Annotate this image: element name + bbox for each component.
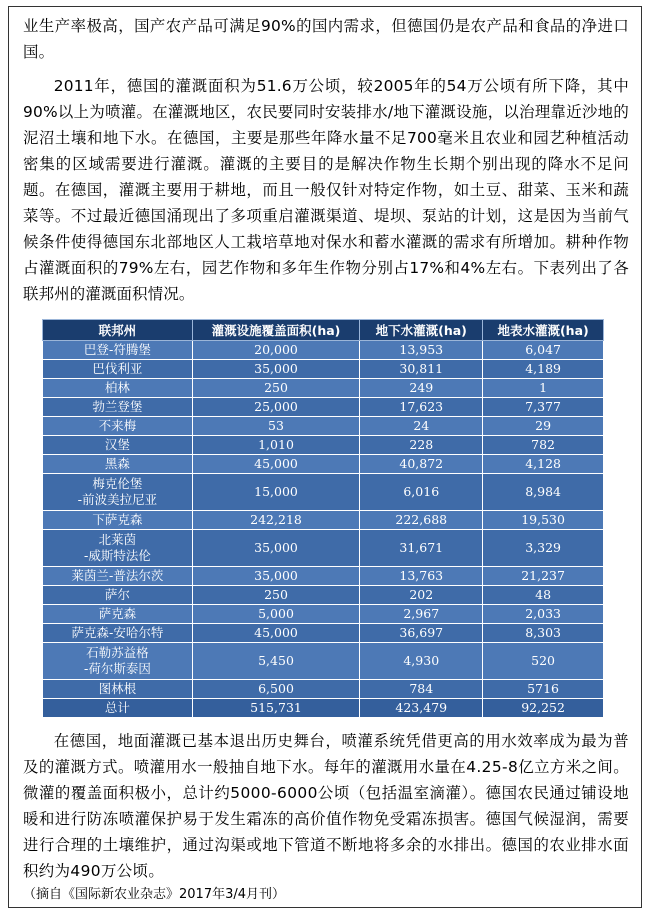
cell-covered-area: 5,000: [192, 605, 360, 624]
cell-groundwater: 202: [360, 586, 483, 605]
source-citation: （摘自《国际新农业杂志》2017年3/4月刊）: [23, 887, 286, 902]
table-row: [43, 474, 604, 511]
cell-surface-water: 8,984: [483, 474, 604, 511]
cell-state: [43, 567, 193, 586]
table-row: [43, 341, 604, 360]
cell-surface-water: 4,189: [483, 360, 604, 379]
table-header-row: [43, 320, 604, 341]
cell-groundwater: 30,811: [360, 360, 483, 379]
cell-groundwater: 17,623: [360, 398, 483, 417]
state-name-line: 汉堡: [104, 437, 130, 452]
cell-surface-water: 6,047: [483, 341, 604, 360]
cell-groundwater: 2,967: [360, 605, 483, 624]
cell-groundwater: 228: [360, 436, 483, 455]
table-row: [43, 511, 604, 530]
state-name-line: -前波美拉尼亚: [77, 492, 158, 507]
table-row: [43, 530, 604, 567]
state-name-line: 萨克森: [98, 606, 137, 621]
table-row: [43, 455, 604, 474]
cell-state: [43, 360, 193, 379]
irrigation-table: [42, 319, 604, 718]
cell-state: [43, 436, 193, 455]
cell-state: [43, 605, 193, 624]
cell-groundwater: 13,953: [360, 341, 483, 360]
table-row: [43, 567, 604, 586]
cell-state: [43, 586, 193, 605]
cell-surface-water: 48: [483, 586, 604, 605]
cell-covered-area: 53: [192, 417, 360, 436]
table-row: [43, 398, 604, 417]
header-groundwater: 地下水灌溉(ha): [360, 320, 483, 341]
cell-groundwater: 24: [360, 417, 483, 436]
state-name-line: 北莱茵: [98, 532, 137, 547]
cell-covered-area: 6,500: [192, 680, 360, 699]
cell-state: [43, 624, 193, 643]
cell-surface-water: 5716: [483, 680, 604, 699]
cell-covered-area: 45,000: [192, 455, 360, 474]
table-row: [43, 379, 604, 398]
cell-covered-area: 15,000: [192, 474, 360, 511]
cell-total-groundwater: 423,479: [360, 699, 483, 718]
state-name-line: 石勒苏益格: [86, 645, 149, 660]
cell-state: [43, 530, 193, 567]
header-state: 联邦州: [43, 320, 193, 341]
header-covered-area: 灌溉设施覆盖面积(ha): [192, 320, 360, 341]
cell-covered-area: 1,010: [192, 436, 360, 455]
table-row: [43, 624, 604, 643]
cell-total-covered-area: 515,731: [192, 699, 360, 718]
cell-surface-water: 782: [483, 436, 604, 455]
cell-surface-water: 19,530: [483, 511, 604, 530]
state-name-line: 柏林: [104, 380, 130, 395]
cell-state: [43, 643, 193, 680]
cell-state: [43, 379, 193, 398]
cell-state: [43, 417, 193, 436]
cell-surface-water: 520: [483, 643, 604, 680]
state-name-line: -荷尔斯泰因: [83, 661, 151, 676]
cell-groundwater: 249: [360, 379, 483, 398]
cell-covered-area: 35,000: [192, 360, 360, 379]
table-row: [43, 586, 604, 605]
state-name-line: 勃兰登堡: [92, 399, 143, 414]
cell-groundwater: 36,697: [360, 624, 483, 643]
cell-state: [43, 398, 193, 417]
cell-total-label: 总计: [43, 699, 193, 718]
state-name-line: 巴登-符腾堡: [83, 342, 151, 357]
cell-surface-water: 8,303: [483, 624, 604, 643]
cell-state: [43, 341, 193, 360]
paragraph-intro: 业生产率极高，国产农产品可满足90%的国内需求，但德国仍是农产品和食品的净进口国。: [23, 17, 629, 61]
state-name-line: 黑森: [104, 456, 130, 471]
cell-surface-water: 3,329: [483, 530, 604, 567]
cell-covered-area: 250: [192, 586, 360, 605]
state-name-line: 下萨克森: [92, 512, 143, 527]
table-row: [43, 436, 604, 455]
cell-groundwater: 4,930: [360, 643, 483, 680]
table-row: [43, 605, 604, 624]
state-name-line: 不来梅: [98, 418, 137, 433]
cell-total-surface-water: 92,252: [483, 699, 604, 718]
cell-surface-water: 7,377: [483, 398, 604, 417]
cell-groundwater: 6,016: [360, 474, 483, 511]
paragraph-irrigation-methods: 在德国，地面灌溉已基本退出历史舞台，喷灌系统凭借更高的用水效率成为最为普及的灌溉方式。喷灌用水一般抽自地下水。每年的灌溉用水量在4.25-8亿立方米之间。微灌的覆盖面积极小，总计约5000-6000公顷（包括温室滴灌）。德国农民通过铺设地暖和进行防冻喷灌保护易于发生霜冻的高价值作物免受霜冻损害。德国气候湿润，需要进行合理的土壤维护，通过沟渠或地下管道不断地将多余的水排出。德国的农业排水面积约为490万公顷。: [23, 732, 629, 880]
table-row: [43, 680, 604, 699]
cell-surface-water: 2,033: [483, 605, 604, 624]
cell-covered-area: 242,218: [192, 511, 360, 530]
cell-groundwater: 13,763: [360, 567, 483, 586]
table-body: [43, 341, 604, 718]
cell-groundwater: 784: [360, 680, 483, 699]
state-name-line: 萨克森-安哈尔特: [71, 625, 164, 640]
state-name-line: 萨尔: [104, 587, 130, 602]
paragraph-irrigation-area: 2011年，德国的灌溉面积为51.6万公顷，较2005年的54万公顷有所下降，其中90%以上为喷灌。在灌溉地区，农民要同时安装排水/地下灌溉设施，以治理靠近沙地的泥沼土壤和地下水。在德国，主要是那些年降水量不足700毫米且农业和园艺种植活动密集的区域需要进行灌溉。灌溉的主要目的是解决作物生长期个别出现的降水不足问题。在德国，灌溉主要用于耕地，而且一般仅针对特定作物，如土豆、甜菜、玉米和蔬菜等。不过最近德国涌现出了多项重启灌溉渠道、堤坝、泵站的计划，这是因为当前气候条件使得德国东北部地区人工栽培草地对保水和蓄水灌溉的需求有所增加。耕种作物占灌溉面积的79%左右，园艺作物和多年生作物分别占17%和4%左右。下表列出了各联邦州的灌溉面积情况。: [23, 77, 629, 303]
cell-groundwater: 40,872: [360, 455, 483, 474]
cell-covered-area: 25,000: [192, 398, 360, 417]
cell-groundwater: 222,688: [360, 511, 483, 530]
document-page: [8, 6, 642, 908]
table-row: [43, 643, 604, 680]
cell-state: [43, 680, 193, 699]
cell-covered-area: 5,450: [192, 643, 360, 680]
state-name-line: 巴伐利亚: [92, 361, 143, 376]
state-name-line: -威斯特法伦: [83, 548, 151, 563]
cell-surface-water: 1: [483, 379, 604, 398]
cell-surface-water: 29: [483, 417, 604, 436]
cell-state: [43, 511, 193, 530]
cell-covered-area: 20,000: [192, 341, 360, 360]
cell-state: [43, 474, 193, 511]
table-row: [43, 417, 604, 436]
cell-surface-water: 21,237: [483, 567, 604, 586]
cell-covered-area: 250: [192, 379, 360, 398]
table-total-row: [43, 699, 604, 718]
table-row: [43, 360, 604, 379]
state-name-line: 梅克伦堡: [92, 476, 143, 491]
state-name-line: 图林根: [98, 681, 137, 696]
cell-covered-area: 35,000: [192, 530, 360, 567]
cell-surface-water: 4,128: [483, 455, 604, 474]
cell-groundwater: 31,671: [360, 530, 483, 567]
state-name-line: 莱茵兰-普法尔茨: [71, 568, 164, 583]
cell-covered-area: 45,000: [192, 624, 360, 643]
cell-covered-area: 35,000: [192, 567, 360, 586]
cell-state: [43, 455, 193, 474]
header-surface-water: 地表水灌溉(ha): [483, 320, 604, 341]
